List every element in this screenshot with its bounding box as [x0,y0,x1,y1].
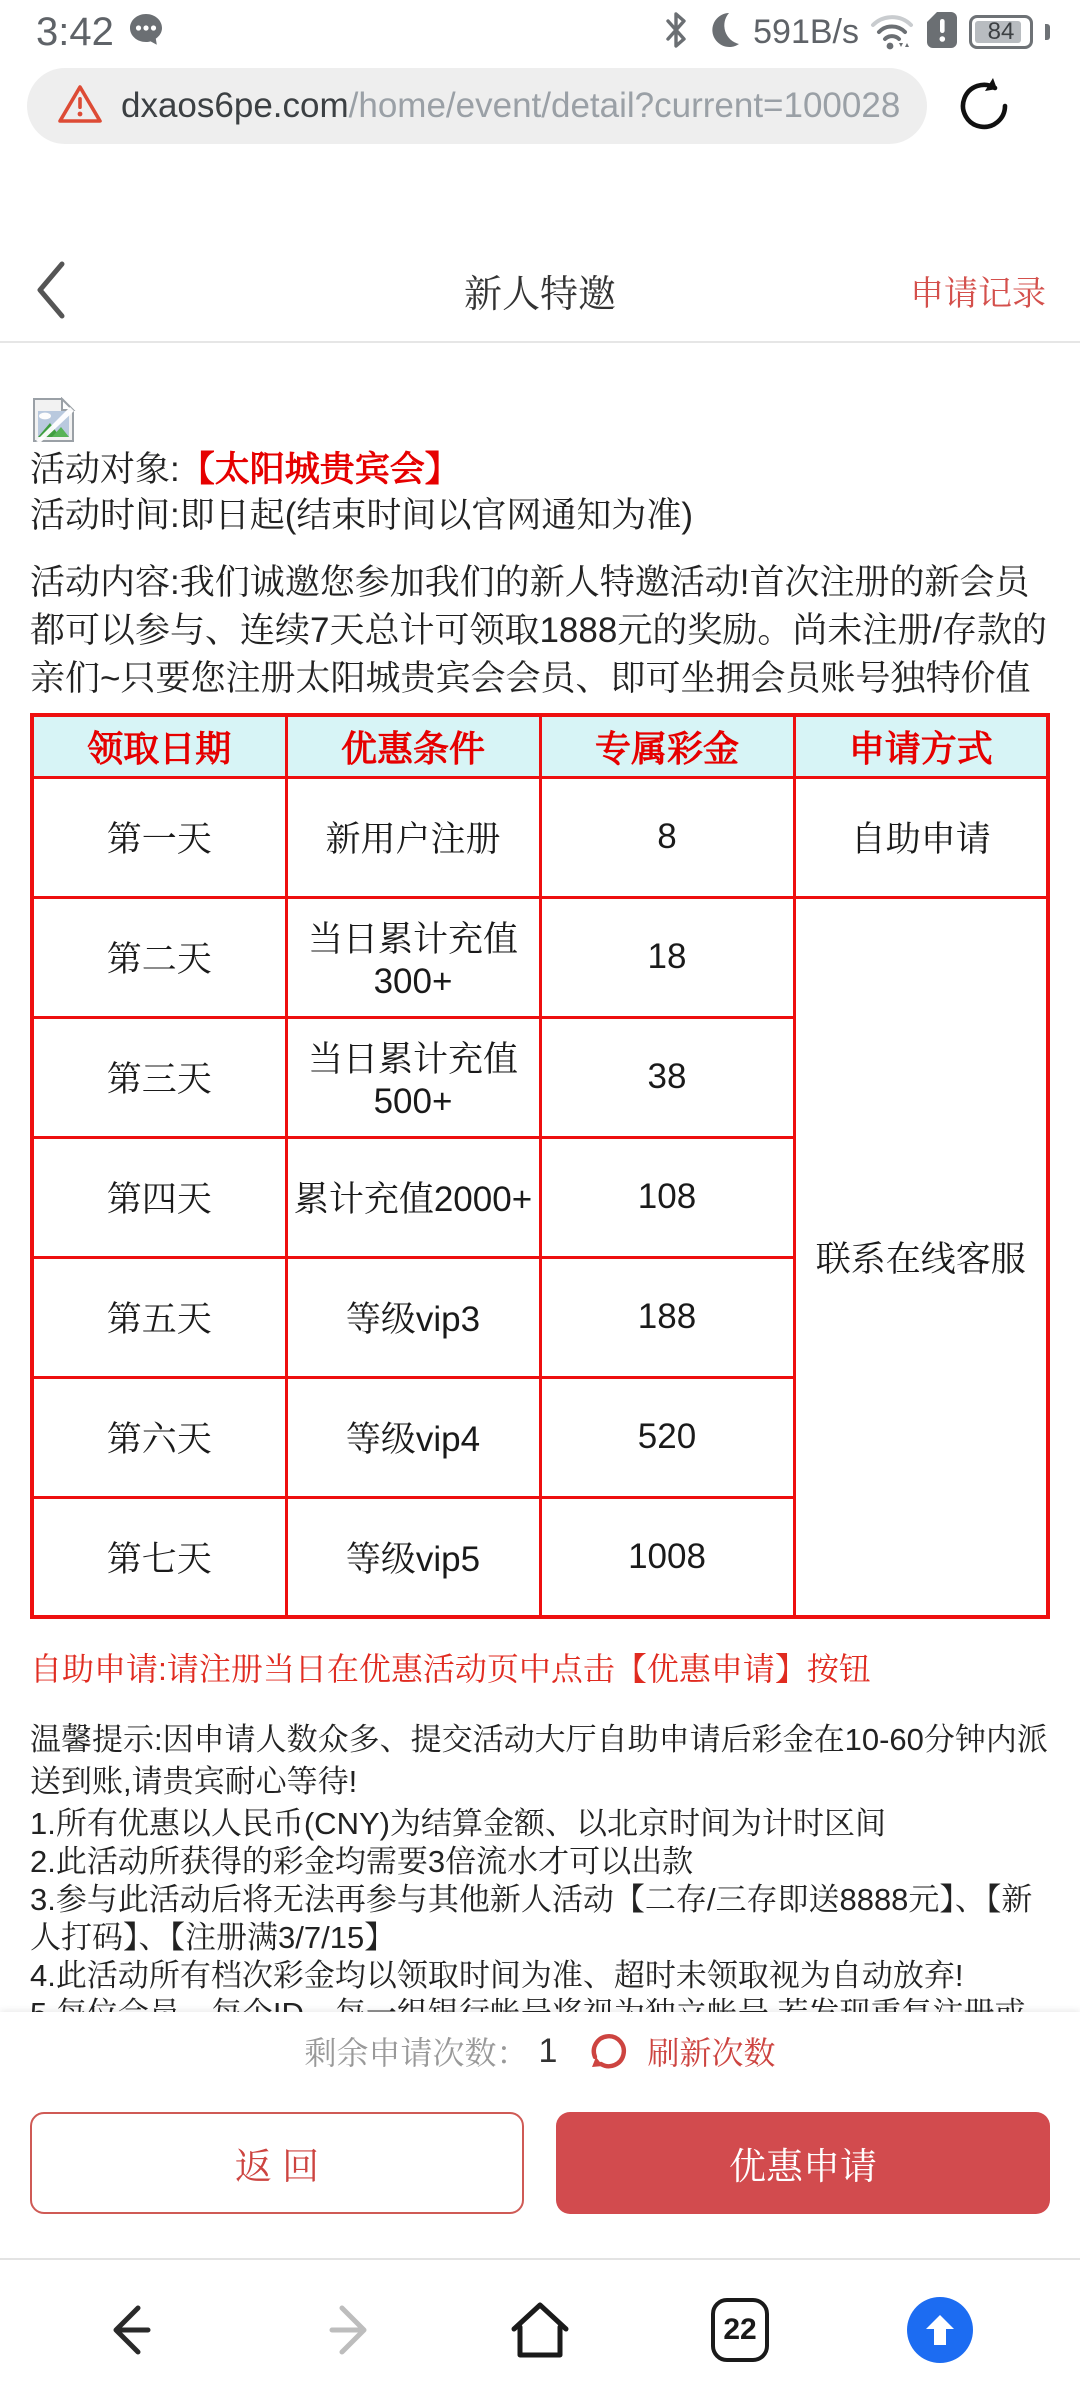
sim-alert-icon [925,10,959,55]
rule-item: 1.所有优惠以人民币(CNY)为结算金额、以北京时间为计时区间 [30,1806,886,1841]
battery-percent: 84 [987,18,1015,45]
event-target-line [30,447,1050,493]
footer-buttons [0,2112,1080,2214]
col-header: 申请方式 [794,715,1048,777]
table-row: 第五天 等级vip3 188 [32,1257,1048,1377]
browser-nav-bar [0,2258,1080,2400]
event-time-line: 活动时间:即日起(结束时间以官网通知为准) [30,496,694,535]
table-row: 第三天 当日累计充值500+ 38 [32,1017,1048,1137]
tips-note: 温馨提示:因申请人数众多、提交活动大厅自助申请后彩金在10-60分钟内派送到账,请贵宾耐心等待! [30,1722,1048,1799]
url-domain: dxaos6pe.com [121,86,349,125]
scroll-top-icon [907,2297,973,2363]
merged-apply-method-cell: 联系在线客服 [794,897,1048,1617]
col-header: 优惠条件 [286,715,540,777]
rule-item: 2.此活动所获得的彩金均需要3倍流水才可以出款 [30,1844,694,1879]
nav-scroll-top-button[interactable] [880,2297,1000,2363]
clock: 3:42 [36,9,114,54]
url-path: /home/event/detail?current=100028 [348,86,901,125]
ssl-warning-icon [57,83,103,130]
bluetooth-icon [661,9,691,56]
nav-forward-button[interactable] [280,2300,400,2360]
wifi-icon [869,10,915,55]
nav-back-button[interactable] [80,2300,200,2360]
browser-url-row [0,58,1080,154]
remaining-counter-row [0,2028,1080,2074]
refresh-count-link[interactable]: 刷新次数 [647,2035,776,2071]
apply-promo-button[interactable]: 优惠申请 [556,2112,1050,2214]
url-bar[interactable] [27,68,927,144]
do-not-disturb-moon-icon [701,9,743,56]
page-header [0,240,1080,343]
self-apply-note: 自助申请:请注册当日在优惠活动页中点击【优惠申请】按钮 [30,1651,871,1687]
nav-home-button[interactable] [480,2297,600,2363]
status-bar [0,0,1080,58]
table-row: 第四天 累计充值2000+ 108 [32,1137,1048,1257]
network-speed: 591B/s [753,12,859,51]
page-title: 新人特邀 [463,274,616,316]
refresh-count-icon[interactable] [587,2029,631,2073]
event-description: 活动内容:我们诚邀您参加我们的新人特邀活动!首次注册的新会员都可以参与、连续7天总计可领取1888元的奖励。尚未注册/存款的亲们~只要您注册太阳城贵宾会会员、即可坐拥会员账号独特价值 [30,563,1048,698]
rule-item: 3.参与此活动后将无法再参与其他新人活动【二存/三存即送8888元】、【新人打码】、【注册满3/7/15】 [30,1882,1033,1955]
col-header: 专属彩金 [540,715,794,777]
table-row: 第七天 等级vip5 1008 [32,1497,1048,1617]
remaining-label: 剩余申请次数： [304,2035,529,2071]
col-header: 领取日期 [32,715,286,777]
table-header-row [32,715,1048,777]
back-button[interactable]: 返 回 [30,2112,524,2214]
remaining-count: 1 [538,2031,558,2070]
event-target-value: 【太阳城贵宾会】 [179,450,460,489]
event-target-label: 活动对象: [30,450,180,489]
message-notification-icon [126,10,166,55]
battery-icon [969,15,1033,49]
page-refresh-button[interactable] [953,75,1015,137]
action-footer [0,2012,1080,2258]
url-text [121,86,900,126]
table-row: 第二天 当日累计充值300+ 18 联系在线客服 [32,897,1048,1017]
broken-image-icon [30,397,76,443]
tab-count: 22 [711,2298,769,2362]
application-records-link[interactable]: 申请记录 [910,275,1046,313]
table-row: 第六天 等级vip4 520 [32,1377,1048,1497]
nav-tabs-button[interactable] [680,2298,800,2362]
rule-item: 4.此活动所有档次彩金均以领取时间为准、超时未领取视为自动放弃! [30,1958,964,1993]
promo-table [30,713,1050,1619]
table-row: 第一天 新用户注册 8 自助申请 [32,777,1048,897]
